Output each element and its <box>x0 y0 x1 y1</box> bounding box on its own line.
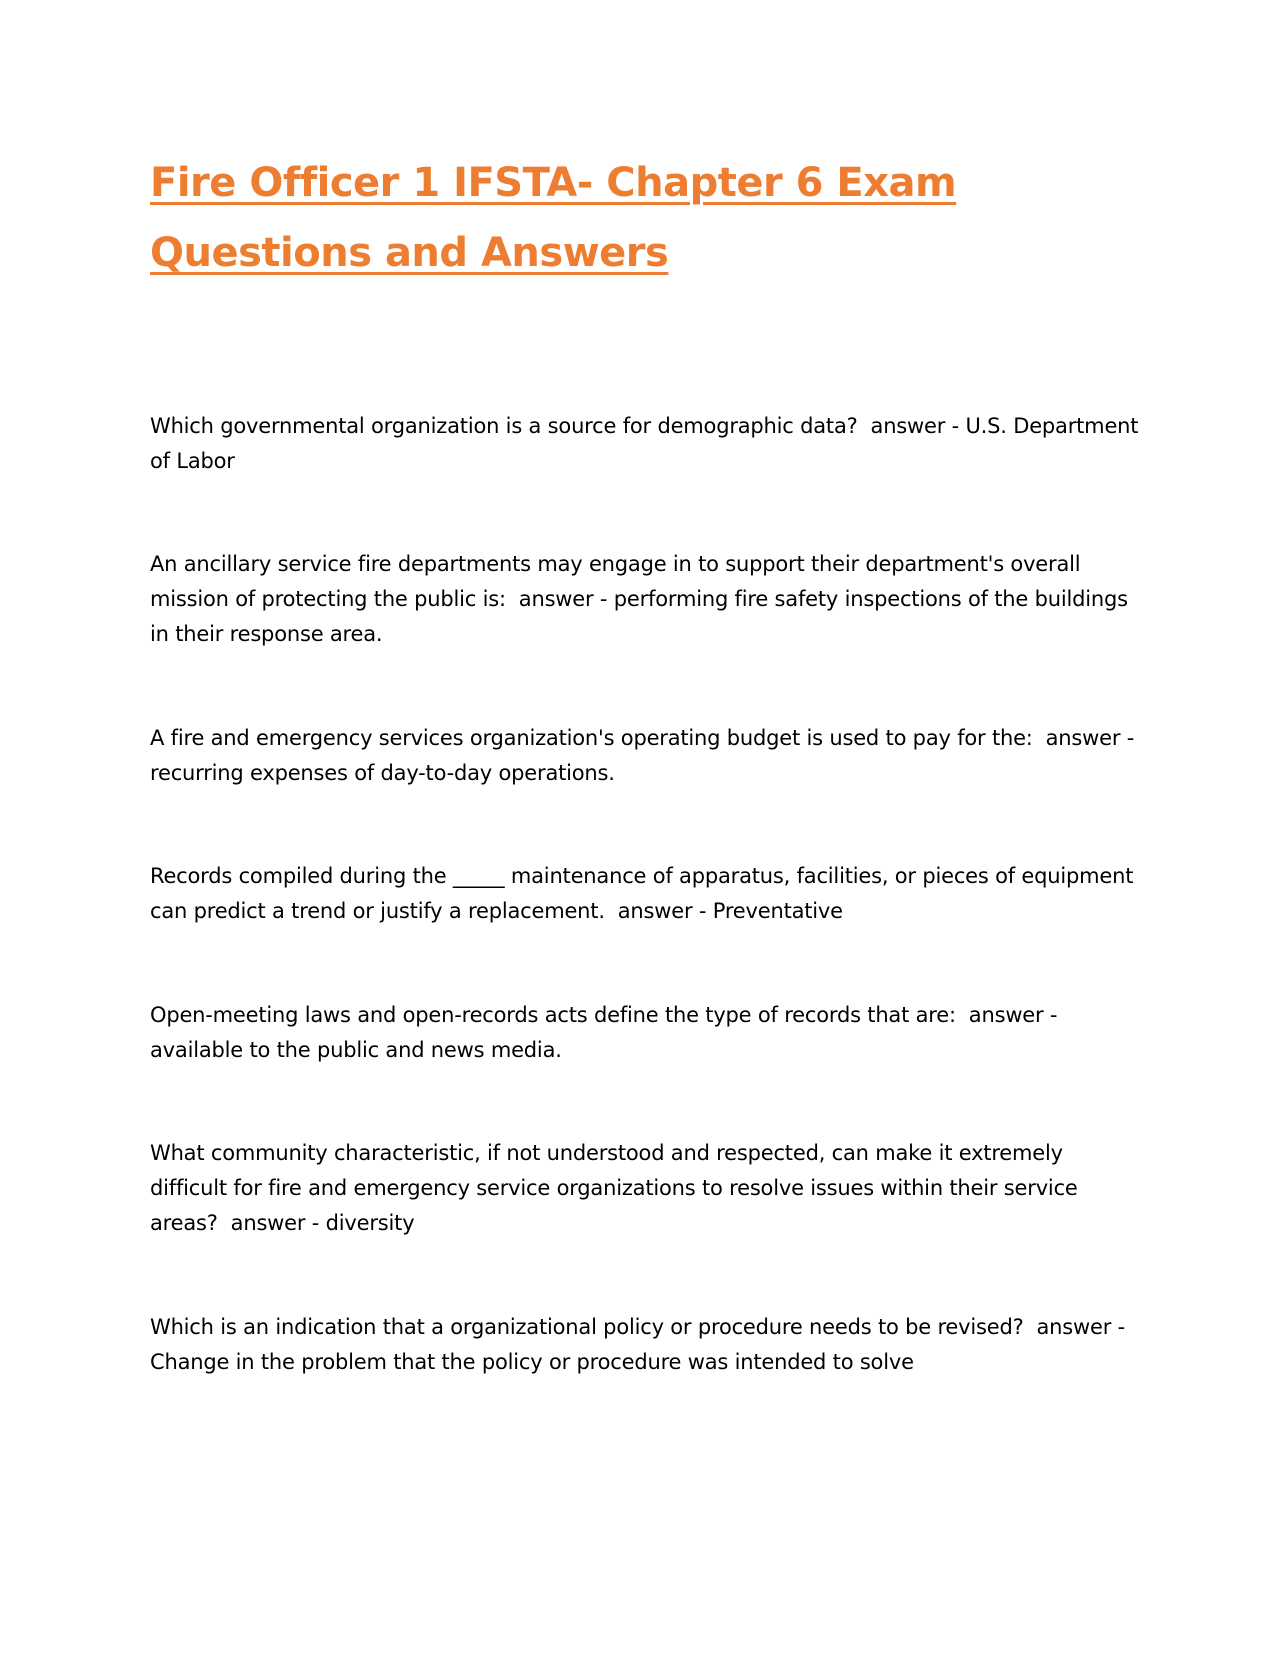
qa-item: A fire and emergency services organization's operating budget is used to pay for the: answer - recurring expenses of day-to-day operations. <box>150 726 1141 785</box>
qa-item: What community characteristic, if not understood and respected, can make it extremely difficult for fire and emergency service organizations to resolve issues within their service areas? answer - diversity <box>150 1141 1085 1235</box>
qa-item: An ancillary service fire departments may engage in to support their department's overall mission of protecting the public is: answer - performing fire safety inspections of the buildings in their response area. <box>150 552 1135 646</box>
qa-item: Open-meeting laws and open-records acts define the type of records that are: answer - available to the public and news media. <box>150 1003 1064 1062</box>
document-title: Fire Officer 1 IFSTA- Chapter 6 Exam Questions and Answers <box>150 160 957 276</box>
qa-item: Which governmental organization is a source for demographic data? answer - U.S. Department of Labor <box>150 414 1145 473</box>
qa-item: Which is an indication that a organizational policy or procedure needs to be revised? answer - Change in the problem that the policy or procedure was intended to solve <box>150 1315 1132 1374</box>
qa-item: Records compiled during the _____ maintenance of apparatus, facilities, or pieces of equipment can predict a trend or justify a replacement. answer - Preventative <box>150 864 1140 923</box>
